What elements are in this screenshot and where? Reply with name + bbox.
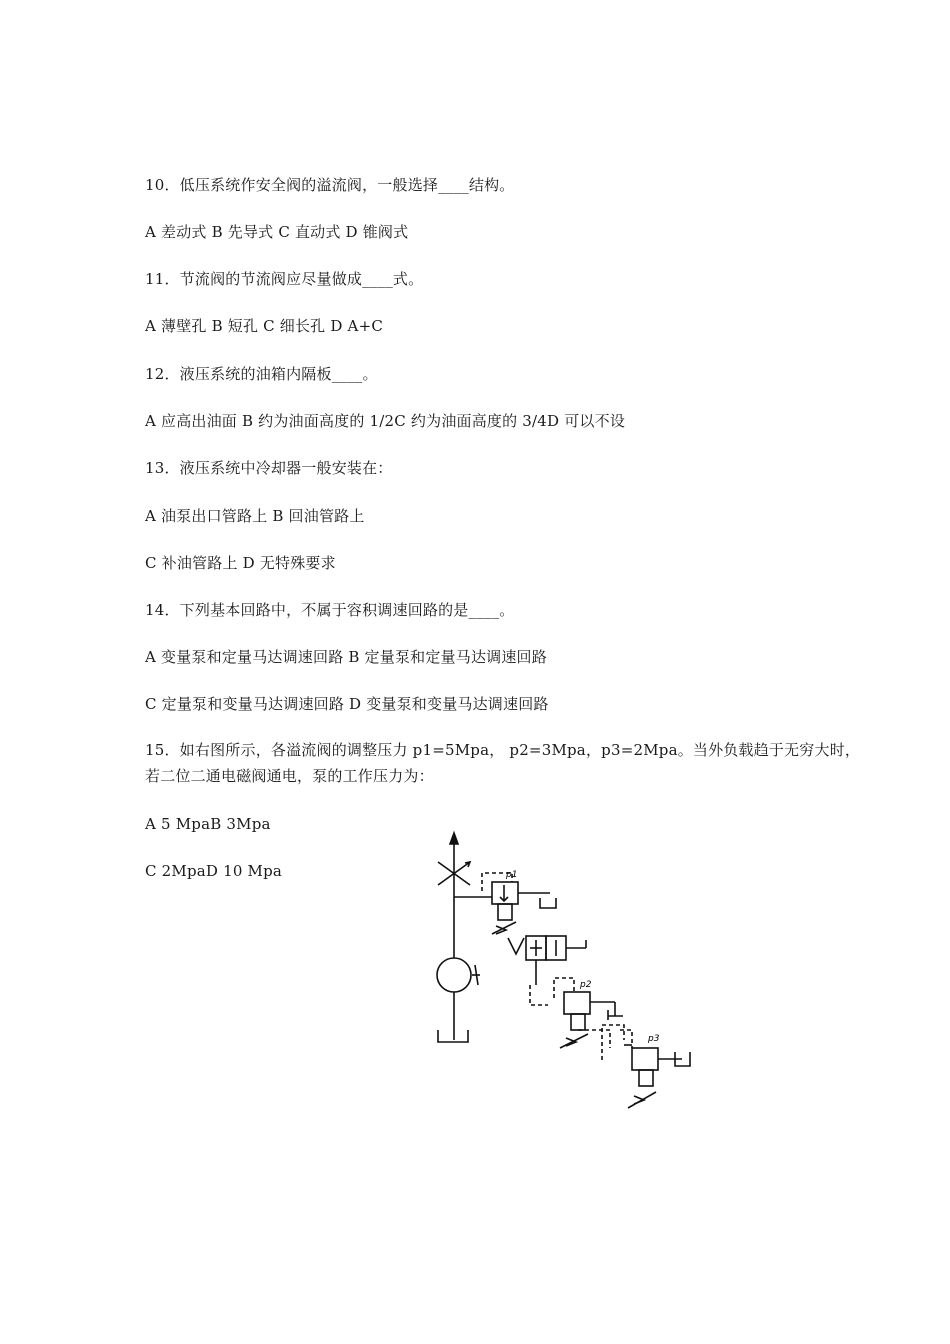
question-13-options-line-2: C 补油管路上 D 无特殊要求: [145, 554, 336, 572]
solenoid-spring-icon: [508, 938, 524, 954]
pump-tank-icon: [438, 1030, 468, 1042]
question-15-stem-line-2: 若二位二通电磁阀通电，泵的工作压力为：: [145, 767, 434, 785]
question-14-options-line-1: A 变量泵和定量马达调速回路 B 定量泵和定量马达调速回路: [145, 648, 547, 666]
question-11-options: A 薄壁孔 B 短孔 C 细长孔 D A+C: [145, 317, 384, 335]
relief-valve-3-icon: [632, 1048, 658, 1070]
hydraulic-circuit-svg: [420, 830, 710, 1120]
relief-valve-2-icon: [564, 992, 590, 1014]
question-13-options-line-1: A 油泵出口管路上 B 回油管路上: [145, 507, 365, 525]
question-13-stem: 13．液压系统中冷却器一般安装在：: [145, 459, 393, 477]
label-p2: p2: [580, 980, 592, 990]
hydraulic-circuit-diagram: [420, 830, 710, 1120]
question-12-options: A 应高出油面 B 约为油面高度的 1/2C 约为油面高度的 3/4D 可以不设: [145, 412, 626, 430]
question-15-stem-line-1: 15．如右图所示，各溢流阀的调整压力 p1=5Mpa， p2=3Mpa，p3=2Mpa。当外负载趋于无穷大时，: [145, 741, 861, 759]
question-11-stem: 11．节流阀的节流阀应尽量做成____式。: [145, 270, 424, 288]
label-p3: p3: [648, 1034, 660, 1044]
label-p1: p1: [506, 870, 518, 880]
question-10-options: A 差动式 B 先导式 C 直动式 D 锥阀式: [145, 223, 409, 241]
question-15-options-line-2: C 2MpaD 10 Mpa: [145, 862, 283, 880]
question-12-stem: 12．液压系统的油箱内隔板____。: [145, 365, 378, 383]
question-14-options-line-2: C 定量泵和变量马达调速回路 D 变量泵和变量马达调速回路: [145, 695, 549, 713]
question-15-options-line-1: A 5 MpaB 3Mpa: [145, 815, 271, 833]
question-10-stem: 10．低压系统作安全阀的溢流阀，一般选择____结构。: [145, 176, 515, 194]
question-14-stem: 14．下列基本回路中，不属于容积调速回路的是____。: [145, 601, 515, 619]
variable-pump-icon: [437, 958, 471, 992]
